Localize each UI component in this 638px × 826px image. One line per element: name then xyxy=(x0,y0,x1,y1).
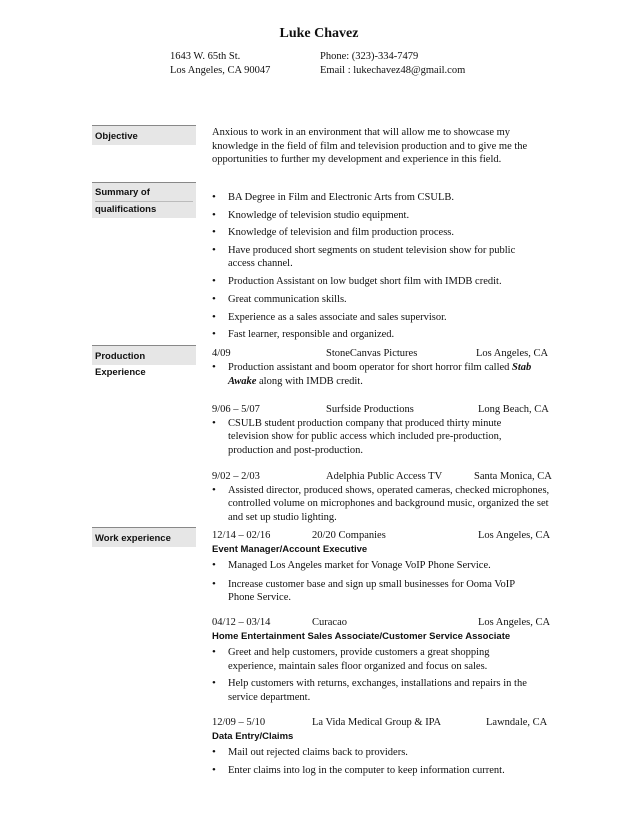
list-item: • Production Assistant on low budget short film with IMDB credit. xyxy=(212,275,552,289)
film-title: Stab Awake xyxy=(228,362,532,387)
production-label: Production Experience xyxy=(95,351,146,378)
job-header xyxy=(212,716,552,730)
list-item: • Knowledge of television and film production process. xyxy=(212,226,552,240)
objective-line: Anxious to work in an environment that will allow me to showcase my xyxy=(212,127,511,138)
list-item: • Mail out rejected claims back to providers. xyxy=(212,746,552,760)
list-item: • Knowledge of television studio equipment. xyxy=(212,209,552,223)
list-item xyxy=(212,361,548,388)
job-dates: 04/12 – 03/14 xyxy=(212,617,271,628)
applicant-name: Luke Chavez xyxy=(279,26,359,41)
job-company: La Vida Medical Group & IPA xyxy=(312,716,442,728)
list-item: • Fast learner, responsible and organized. xyxy=(212,328,552,342)
job-dates: 12/14 – 02/16 xyxy=(212,530,271,541)
job-header xyxy=(212,529,552,543)
job-location: Santa Monica, CA xyxy=(474,470,552,482)
list-item: • Great communication skills. xyxy=(212,293,552,307)
list-item: • Greet and help customers, provide customers a great shopping experience, maintain sales floor organized and focus on sales. xyxy=(212,646,538,673)
job-header xyxy=(212,616,552,630)
job-dates: 9/06 – 5/07 xyxy=(212,403,260,415)
list-item: • BA Degree in Film and Electronic Arts from CSULB. xyxy=(212,191,552,205)
section-label-objective xyxy=(92,125,196,145)
work-list xyxy=(212,529,552,780)
address-line-2: Los Angeles, CA 90047 xyxy=(170,65,271,76)
address-block xyxy=(170,50,270,78)
job-location: Los Angeles, CA xyxy=(476,348,549,359)
job-location: Los Angeles, CA xyxy=(478,530,551,541)
job-location: Lawndale, CA xyxy=(486,716,548,728)
work-label: Work experience xyxy=(95,533,171,544)
section-label-summary xyxy=(92,182,196,218)
objective-text xyxy=(212,126,552,167)
list-item: • Assisted director, produced shows, operated cameras, checked microphones, controlled volume on microphones and background music, organized the set and set up studio lighting. xyxy=(212,484,558,525)
bullet-text: along with IMDB credit. xyxy=(256,375,363,387)
job-title: Home Entertainment Sales Associate/Customer Service Associate xyxy=(212,631,511,642)
list-item: • Increase customer base and sign up small businesses for Ooma VoIP Phone Service. xyxy=(212,578,538,605)
list-item: • Help customers with returns, exchanges, installations and repairs in the service department. xyxy=(212,677,548,704)
production-list xyxy=(212,347,552,527)
list-item: • Have produced short segments on student television show for public access channel. xyxy=(212,244,538,271)
job-location: Long Beach, CA xyxy=(478,403,549,415)
bullet-text: Production assistant and boom operator for short horror film called xyxy=(228,362,513,373)
list-item: • Enter claims into log in the computer to keep information current. xyxy=(212,764,552,778)
objective-label: Objective xyxy=(95,131,138,142)
list-item: • Experience as a sales associate and sales supervisor. xyxy=(212,311,552,325)
summary-label-line-1: Summary of xyxy=(95,185,193,202)
job-company: Curacao xyxy=(312,617,347,628)
job-company: Surfside Productions xyxy=(326,403,414,415)
job-header xyxy=(212,403,552,417)
job-header xyxy=(212,470,552,484)
summary-list xyxy=(212,191,552,344)
job-company: Adelphia Public Access TV xyxy=(326,470,443,482)
objective-line: opportunities to further my development and experience in this field. xyxy=(212,154,502,165)
job-location: Los Angeles, CA xyxy=(478,617,551,628)
contact-block xyxy=(320,50,465,78)
job-dates: 9/02 – 2/03 xyxy=(212,470,260,482)
job-title: Event Manager/Account Executive xyxy=(212,544,368,555)
summary-label-line-2: qualifications xyxy=(95,204,157,215)
job-company: 20/20 Companies xyxy=(312,530,386,541)
section-label-work xyxy=(92,527,196,547)
job-dates: 4/09 xyxy=(212,348,231,359)
job-company: StoneCanvas Pictures xyxy=(326,348,418,359)
section-label-production xyxy=(92,345,196,378)
email: Email : lukechavez48@gmail.com xyxy=(320,65,466,76)
address-line-1: 1643 W. 65th St. xyxy=(170,51,241,62)
job-dates: 12/09 – 5/10 xyxy=(212,716,266,728)
objective-line: knowledge in the field of film and television production and to give me the xyxy=(212,140,528,152)
phone: Phone: (323)-334-7479 xyxy=(320,51,419,62)
job-title: Data Entry/Claims xyxy=(212,730,294,742)
job-header xyxy=(212,347,552,361)
list-item: • Managed Los Angeles market for Vonage VoIP Phone Service. xyxy=(212,559,552,573)
list-item: • CSULB student production company that produced thirty minute television show for public access which included pre-production, production and post-production. xyxy=(212,417,538,458)
